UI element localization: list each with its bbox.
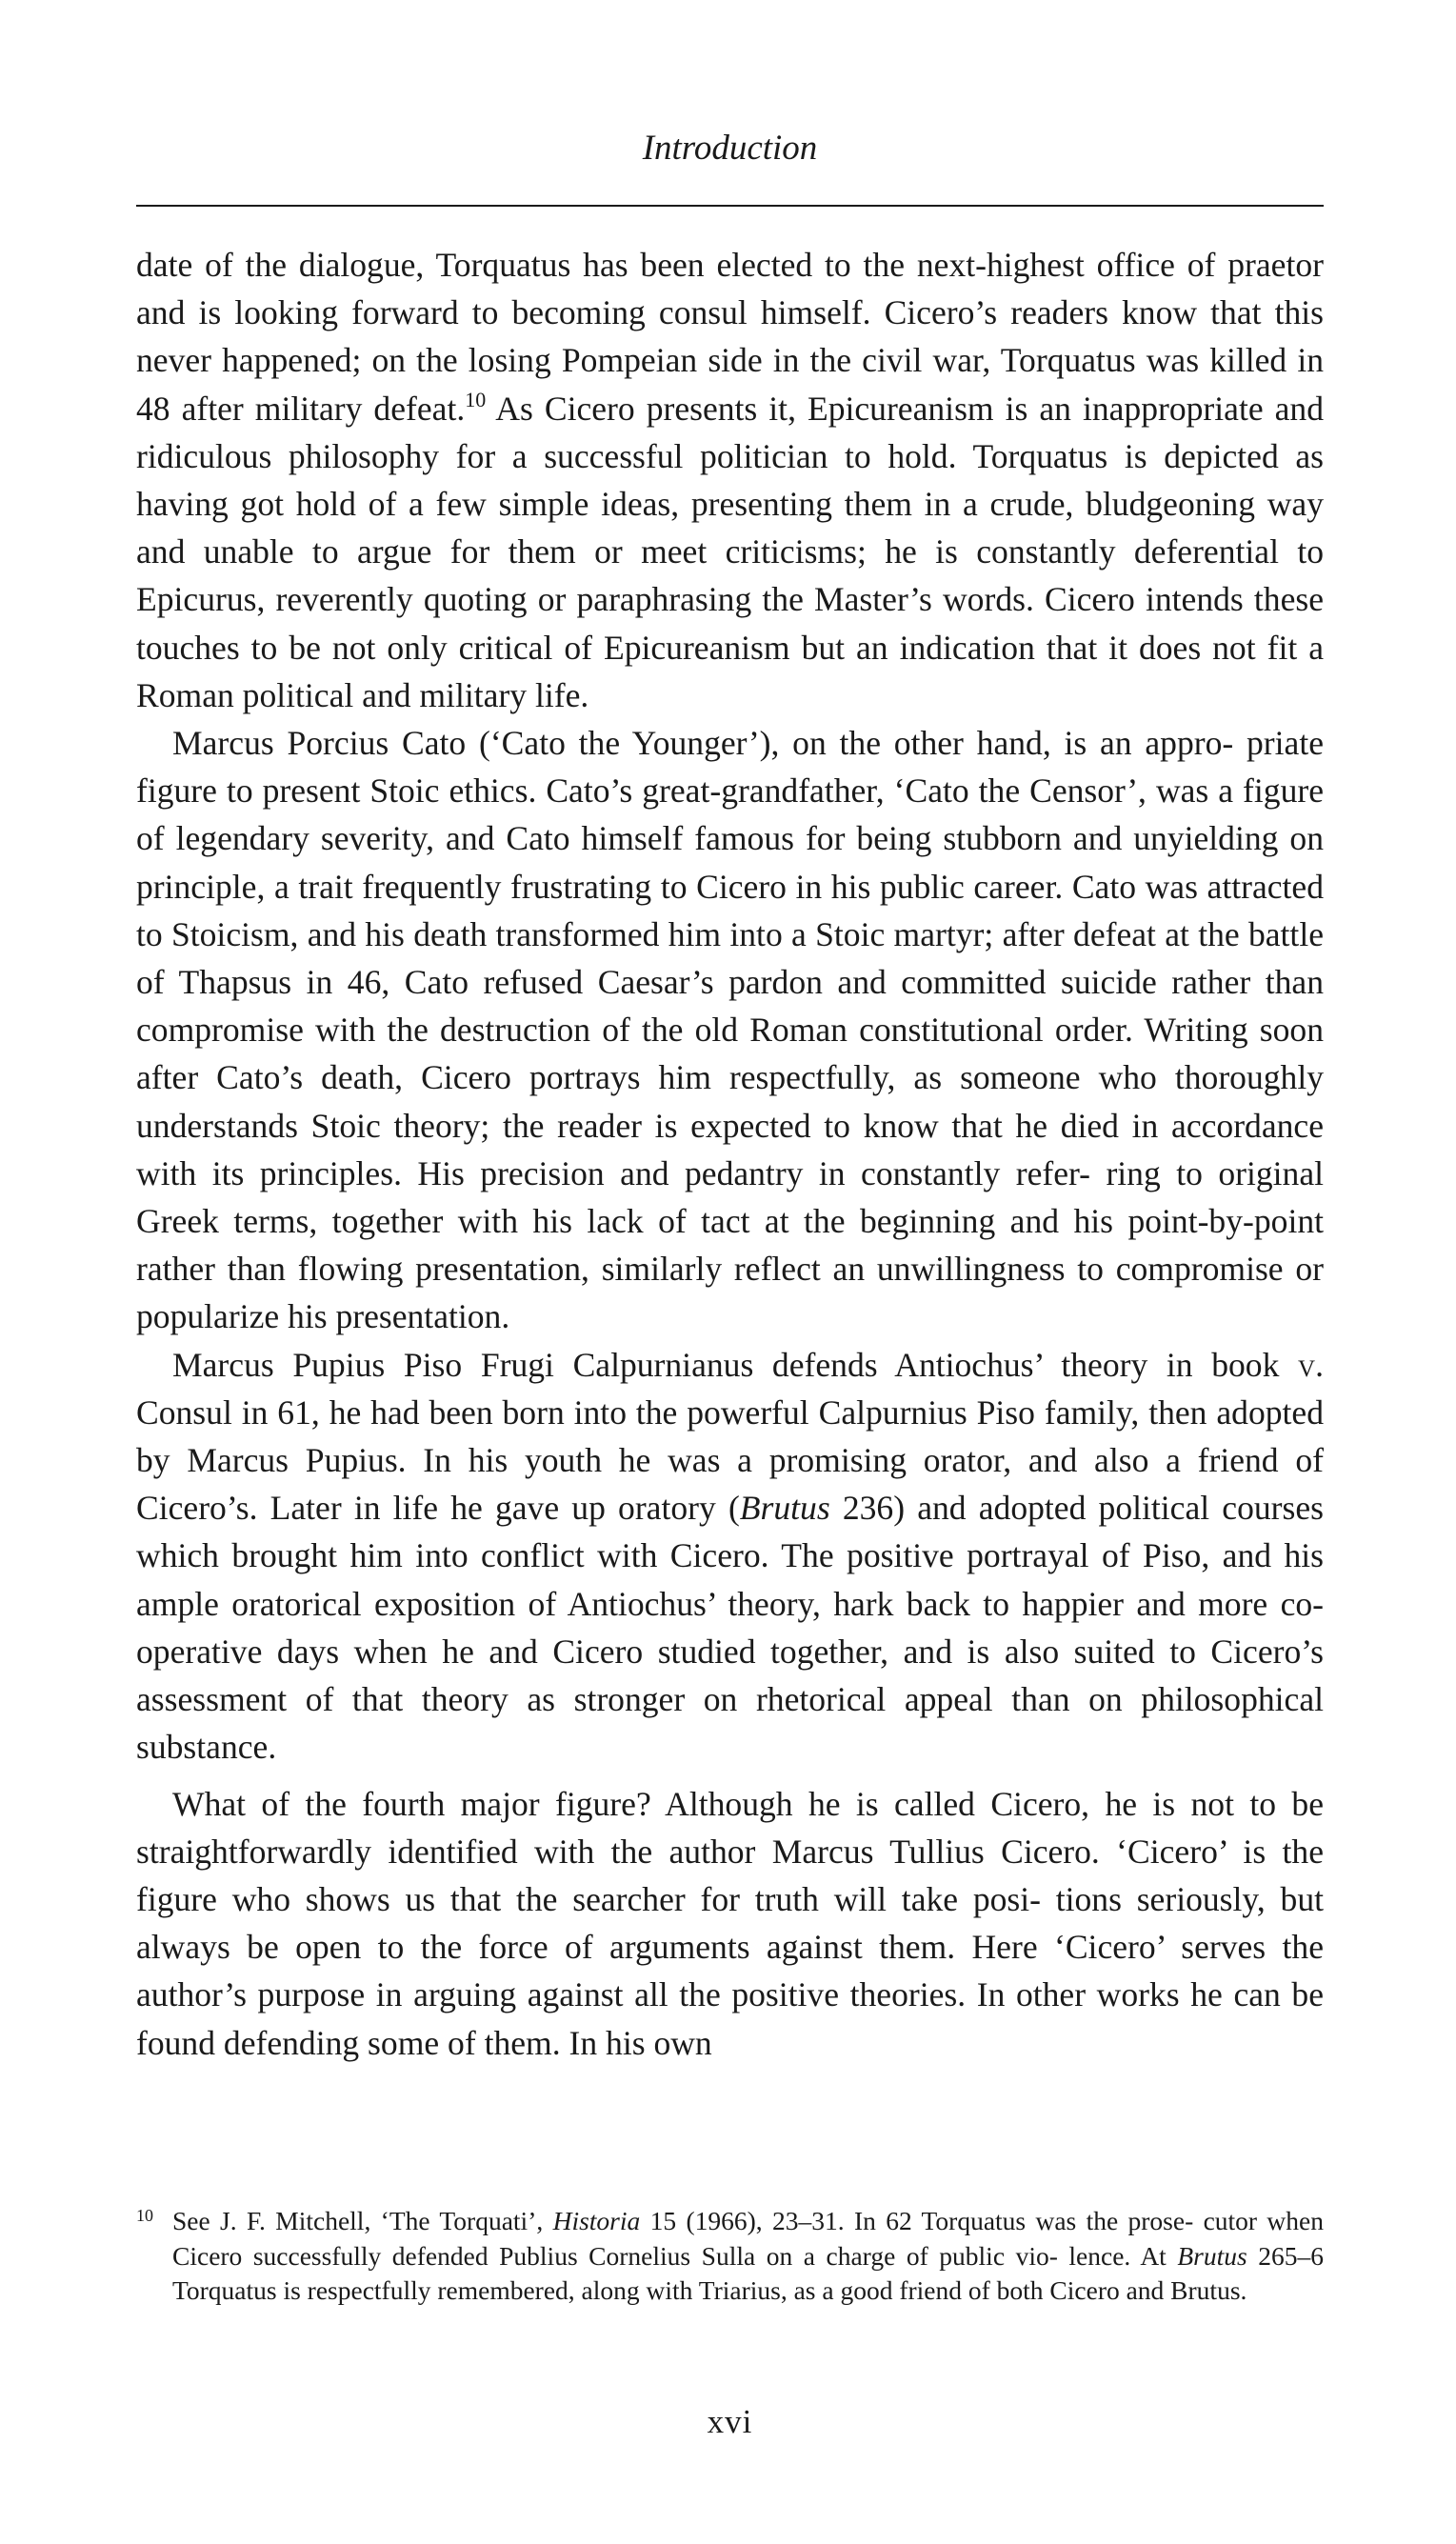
paragraph-3-text-b: . Consul in 61, he had been born into the powerful Calpurnius Piso family, then adopted by Marcus Pupius. In his youth he was a promising orator, and also a friend of Cicero’s. Later in life he gave up oratory ( [136,1345,1324,1528]
paragraph-1-text-b: As Cicero presents it, Epicureanism is an inappropriate and ridiculous philosophy for a successful politician to hold. Torquatus is depicted as having got hold of a few simple ideas, presenting them in a crude, bludgeoning way and unable to argue for them or meet criticisms; he is constantly deferential to Epicurus, reverently quoting or paraphrasing the Master’s words. Cicero intends these touches to be not only critical of Epicureanism but an indication that it does not fit a Roman political and military life. [136,389,1325,714]
book-numeral: v [1298,1345,1316,1384]
footnote-ref-10[interactable]: 10 [465,387,487,411]
page-number: xvi [707,2403,753,2440]
footnote-text-b: 15 (1966), 23–31. In 62 Torquatus was the prose- cutor when Cicero successfully defended Publius Cornelius Sulla on a charge of public vio- lence. At [172,2206,1324,2271]
running-head: Introduction [642,129,818,168]
paragraph-1-text-a: date of the dialogue, Torquatus has been elected to the next-highest office of praetor and is looking forward to becoming consul himself. Cicero’s readers know that this never happened; on the losing Pompeian side in the civil war, Torquatus was killed in 48 after military defeat. [136,246,1324,428]
footnote-number: 10 [136,2206,153,2225]
footnote-text-a: See J. F. Mitchell, ‘The Torquati’, [172,2206,553,2235]
paragraph-3-text-c: 236) and adopted political courses which brought him into conflict with Cicero. The positive portrayal of Piso, and his ample oratorical exposition of Antiochus’ theory, hark back to happier and more co-operative days when he and Cicero studied together, and is also suited to Cicero’s assessment of that theory as stronger on rhetorical appeal than on philosophical substance. [136,1489,1324,1767]
book-page [136,0,1324,2544]
paragraph-3-text-a: Marcus Pupius Piso Frugi Calpurnianus defends Antiochus’ theory in book [172,1345,1299,1384]
footnotes [136,2204,1324,2309]
work-title-brutus: Brutus [739,1489,830,1528]
paragraph-1 [136,241,1324,719]
footnote-10 [136,2204,1324,2309]
footnote-italic-brutus: Brutus [1177,2240,1247,2271]
paragraph-3 [136,1341,1324,1772]
body-text [136,241,1324,2067]
paragraph-2: Marcus Porcius Cato (‘Cato the Younger’), on the other hand, is an appro- priate figure to present Stoic ethics. Cato’s great-grandfather, ‘Cato the Censor’, was a figure of legendary severity, and Cato himself famous for being stubborn and unyielding on principle, a trait frequently frustrating to Cicero in his public career. Cato was attracted to Stoicism, and his death transformed him into a Stoic martyr; after defeat at the battle of Thapsus in 46, Cato refused Caesar’s pardon and committed suicide rather than compromise with the destruction of the old Roman constitutional order. Writing soon after Cato’s death, Cicero portrays him respectfully, as someone who thoroughly understands Stoic theory; the reader is expected to know that he died in accordance with its principles. His precision and pedantry in constantly refer- ring to original Greek terms, together with his lack of tact at the beginning and his point-by-point rather than flowing presentation, similarly reflect an unwillingness to compromise or popularize his presentation. [136,724,1324,1336]
footnote-italic-historia: Historia [552,2206,641,2235]
header-rule [136,205,1324,207]
paragraph-4: What of the fourth major figure? Although he is called Cicero, he is not to be straightforwardly identified with the author Marcus Tullius Cicero. ‘Cicero’ is the figure who shows us that the searcher for truth will take posi- tions seriously, but always be open to the force of arguments against them. Here ‘Cicero’ serves the author’s purpose in arguing against all the positive theories. In other works he can be found defending some of them. In his own [136,1784,1324,2062]
footnote-text-c: 265–6 Torquatus is respectfully remembered, along with Triarius, as a good friend of both Cicero and Brutus. [172,2240,1325,2306]
